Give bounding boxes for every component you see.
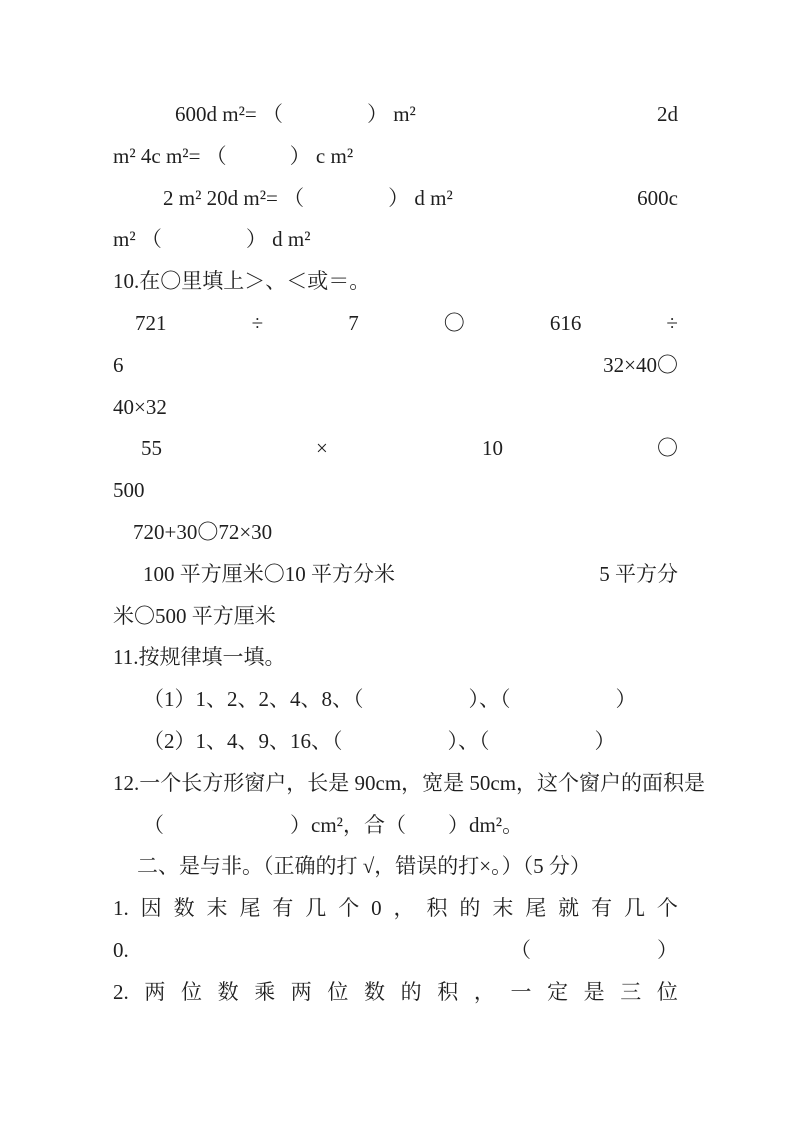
q11-seq-1 [113, 679, 678, 721]
line-token: 的 [400, 979, 422, 1004]
line-token: 616 [549, 310, 582, 335]
line-text: 米〇500 平方厘米 [113, 603, 276, 628]
line-right: 32×40〇 [603, 352, 678, 377]
q10-compare-3-wrap [113, 470, 678, 512]
line-token: 位 [180, 979, 202, 1004]
q12-stem-wrap [113, 805, 678, 847]
line-token: 积 [426, 896, 448, 921]
line-text: 12.一个长方形窗户，长是 90cm，宽是 50cm，这个窗户的面积是 [113, 770, 706, 795]
line-text: 720+30〇72×30 [133, 519, 273, 544]
line-text: 40×32 [113, 394, 167, 419]
q10-compare-5 [113, 554, 678, 596]
line-text: 10.在〇里填上＞、＜或＝。 [113, 269, 371, 294]
line-token: 两 [144, 979, 166, 1004]
line-text: 二、是与非。（正确的打 √，错误的打×。）（5 分） [137, 854, 591, 879]
line-left: 0. [113, 937, 129, 962]
line-token: 有 [591, 896, 613, 921]
tf-q1 [113, 888, 678, 930]
q10-compare-2-wrap [113, 387, 678, 429]
line-token: 个 [338, 896, 360, 921]
line-token: ÷ [666, 310, 678, 335]
line-text: （1）1、2、2、4、8、（ ）、（ ） [143, 687, 637, 712]
line-token: 就 [558, 896, 580, 921]
line-token: 数 [217, 979, 239, 1004]
section2-title [113, 846, 678, 888]
q10-compare-3 [113, 428, 678, 470]
line-token: 末 [206, 896, 228, 921]
line-token: 乘 [254, 979, 276, 1004]
line-token: 1. [113, 896, 129, 921]
line-left: 100 平方厘米〇10 平方分米 [143, 561, 395, 586]
line-text: 500 [113, 478, 145, 503]
line-token: 尾 [239, 896, 261, 921]
line-right: （ ） [510, 937, 678, 962]
line-text: m² 4c m²= （ ） c m² [113, 143, 354, 168]
line-token: 有 [272, 896, 294, 921]
document-content [113, 94, 706, 1014]
line-token: ÷ [251, 310, 264, 335]
line-right: 5 平方分 [599, 561, 678, 586]
line-right: 2d [657, 102, 678, 126]
q12-stem [113, 763, 706, 805]
line-token: 一 [510, 979, 532, 1004]
line-token: 0 [371, 896, 382, 921]
line-token: 位 [327, 979, 349, 1004]
line-left: 6 [113, 352, 124, 377]
line-token: 〇 [656, 436, 678, 461]
line-token: 是 [583, 979, 605, 1004]
line-token: 〇 [443, 310, 465, 335]
line-right: 600c [637, 185, 678, 210]
line-token: 10 [481, 436, 503, 461]
line-text: 11.按规律填一填。 [113, 645, 286, 670]
line-token: 个 [656, 896, 678, 921]
conv-line-600dm2 [113, 94, 678, 136]
line-token: 55 [141, 436, 162, 461]
line-token: 数 [173, 896, 195, 921]
tf-q2 [113, 972, 678, 1014]
q10-compare-4 [113, 512, 678, 554]
line-token: 几 [624, 896, 645, 921]
q10-compare-1 [113, 303, 678, 345]
line-token: 数 [364, 979, 386, 1004]
tf-q1-wrap [113, 930, 678, 972]
line-text: m² （ ） d m² [113, 227, 311, 252]
line-token: 位 [656, 979, 678, 1004]
line-token: 积 [437, 979, 459, 1004]
line-token: 2. [113, 979, 129, 1004]
conv-line-2m2-20dm2-wrap [113, 219, 678, 261]
line-token: ， [393, 896, 415, 921]
line-text: （2）1、4、9、16、（ ）、（ ） [143, 728, 616, 753]
line-token: 的 [459, 896, 481, 921]
line-token: 721 [135, 310, 167, 335]
line-token: 尾 [525, 896, 547, 921]
line-token: 因 [140, 896, 162, 921]
line-token: × [316, 436, 328, 461]
line-token: 末 [492, 896, 514, 921]
q11-seq-2 [113, 721, 678, 763]
line-text: （ ）cm²，合（ ）dm²。 [143, 812, 524, 837]
conv-line-600dm2-wrap [113, 136, 678, 178]
line-token: 定 [547, 979, 569, 1004]
q10-compare-5-wrap [113, 596, 678, 638]
q10-title [113, 261, 678, 303]
line-token: 几 [305, 896, 327, 921]
line-token: ， [473, 979, 495, 1004]
q11-title [113, 637, 678, 679]
line-token: 两 [290, 979, 312, 1004]
q10-compare-1-wrap [113, 345, 678, 387]
line-left: 600d m²= （ ） m² [175, 102, 416, 126]
conv-line-2m2-20dm2 [113, 178, 678, 220]
line-token: 7 [348, 310, 359, 335]
line-left: 2 m² 20d m²= （ ） d m² [163, 185, 453, 210]
line-token: 三 [620, 979, 642, 1004]
